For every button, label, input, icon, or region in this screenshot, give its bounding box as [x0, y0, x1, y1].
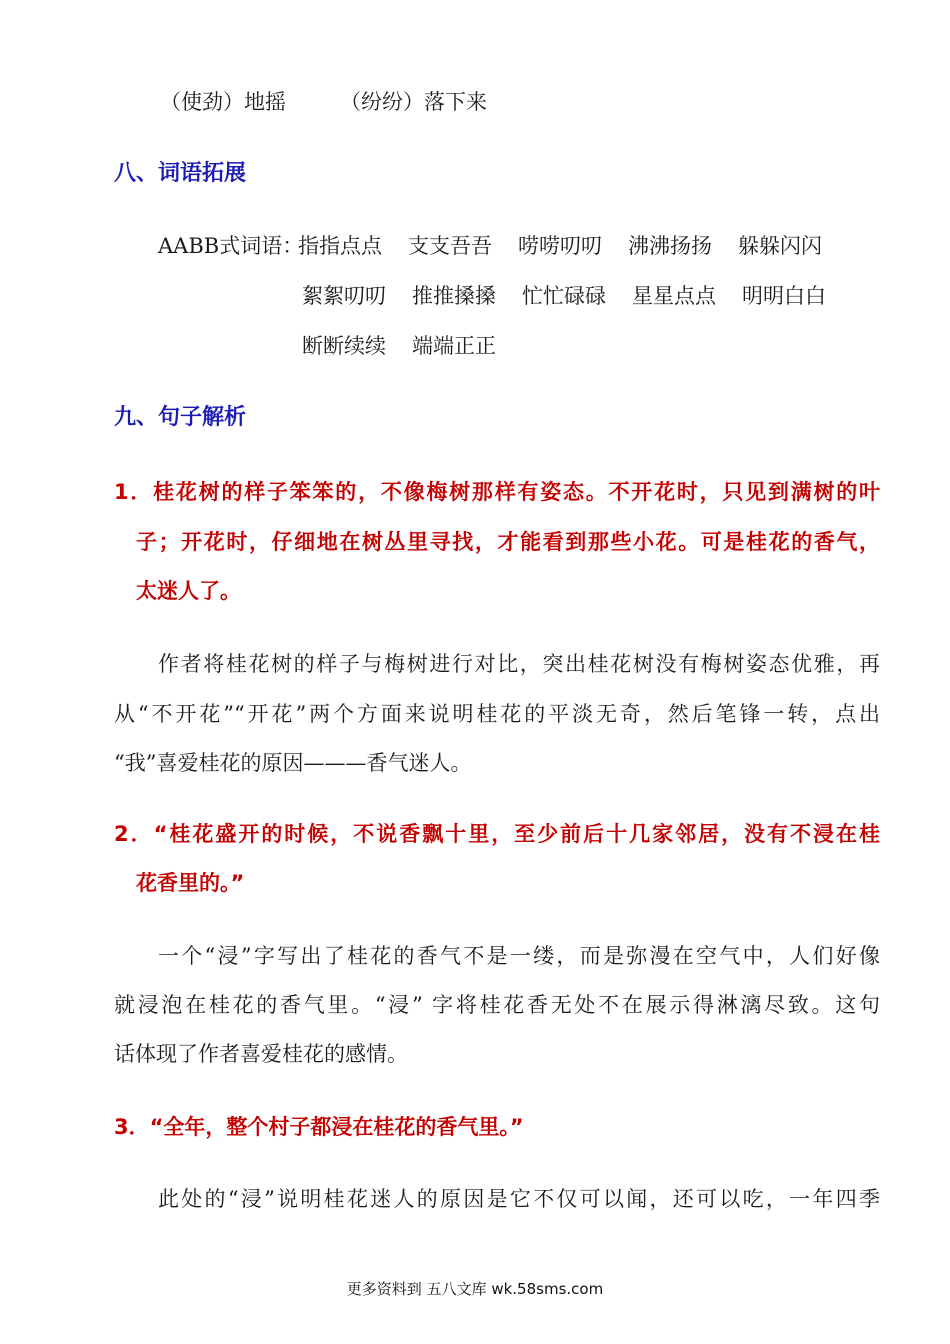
word-item: 絮絮叨叨 — [302, 284, 386, 308]
word-row-2 — [302, 282, 852, 310]
analysis1-line1: 作者将桂花树的样子与梅树进行对比，突出桂花树没有梅树姿态优雅，再 — [158, 652, 880, 676]
section8-heading: 八、词语拓展 — [114, 161, 247, 186]
section9-heading: 九、句子解析 — [114, 405, 247, 430]
word-item: 唠唠叨叨 — [518, 234, 602, 258]
quote1-line2: 子；开花时，仔细地在树丛里寻找，才能看到那些小花。可是桂花的香气， — [136, 530, 880, 554]
word-item: 指指点点 — [298, 234, 382, 258]
word-row-1 — [298, 232, 848, 260]
quote2-line2: 花香里的。” — [136, 871, 245, 895]
top-line-part1: （使劲）地摇 — [160, 90, 286, 114]
analysis2-line2: 就浸泡在桂花的香气里。“浸” 字将桂花香无处不在展示得淋漓尽致。这句 — [114, 993, 880, 1017]
quote3-line1: 3．“全年，整个村子都浸在桂花的香气里。” — [114, 1115, 524, 1139]
top-line-part2: （纷纷）落下来 — [340, 90, 487, 114]
word-item: 星星点点 — [632, 284, 716, 308]
word-item: 推推搡搡 — [412, 284, 496, 308]
word-row-3 — [302, 332, 522, 360]
footer-watermark: 更多资料到 五八文库 wk.58sms.com — [346, 1280, 604, 1298]
quote2-line1: 2．“桂花盛开的时候，不说香飘十里，至少前后十几家邻居，没有不浸在桂 — [114, 822, 880, 846]
word-item: 忙忙碌碌 — [522, 284, 606, 308]
analysis1-line2: 从“不开花”“开花”两个方面来说明桂花的平淡无奇，然后笔锋一转，点出 — [114, 702, 880, 726]
word-item: 明明白白 — [742, 284, 826, 308]
quote1-line3: 太迷人了。 — [136, 579, 241, 603]
analysis2-line3: 话体现了作者喜爱桂花的感情。 — [114, 1042, 408, 1066]
analysis3-line1: 此处的“浸”说明桂花迷人的原因是它不仅可以闻，还可以吃，一年四季 — [158, 1187, 880, 1211]
word-item: 断断续续 — [302, 334, 386, 358]
word-item: 沸沸扬扬 — [628, 234, 712, 258]
word-item: 支支吾吾 — [408, 234, 492, 258]
quote1-line1: 1．桂花树的样子笨笨的，不像梅树那样有姿态。不开花时，只见到满树的叶 — [114, 480, 880, 504]
analysis1-line3: “我”喜爱桂花的原因———香气迷人。 — [114, 751, 472, 775]
word-item: 躲躲闪闪 — [738, 234, 822, 258]
analysis2-line1: 一个“浸”字写出了桂花的香气不是一缕，而是弥漫在空气中，人们好像 — [158, 944, 880, 968]
word-item: 端端正正 — [412, 334, 496, 358]
aabb-label: AABB式词语： — [158, 234, 304, 258]
